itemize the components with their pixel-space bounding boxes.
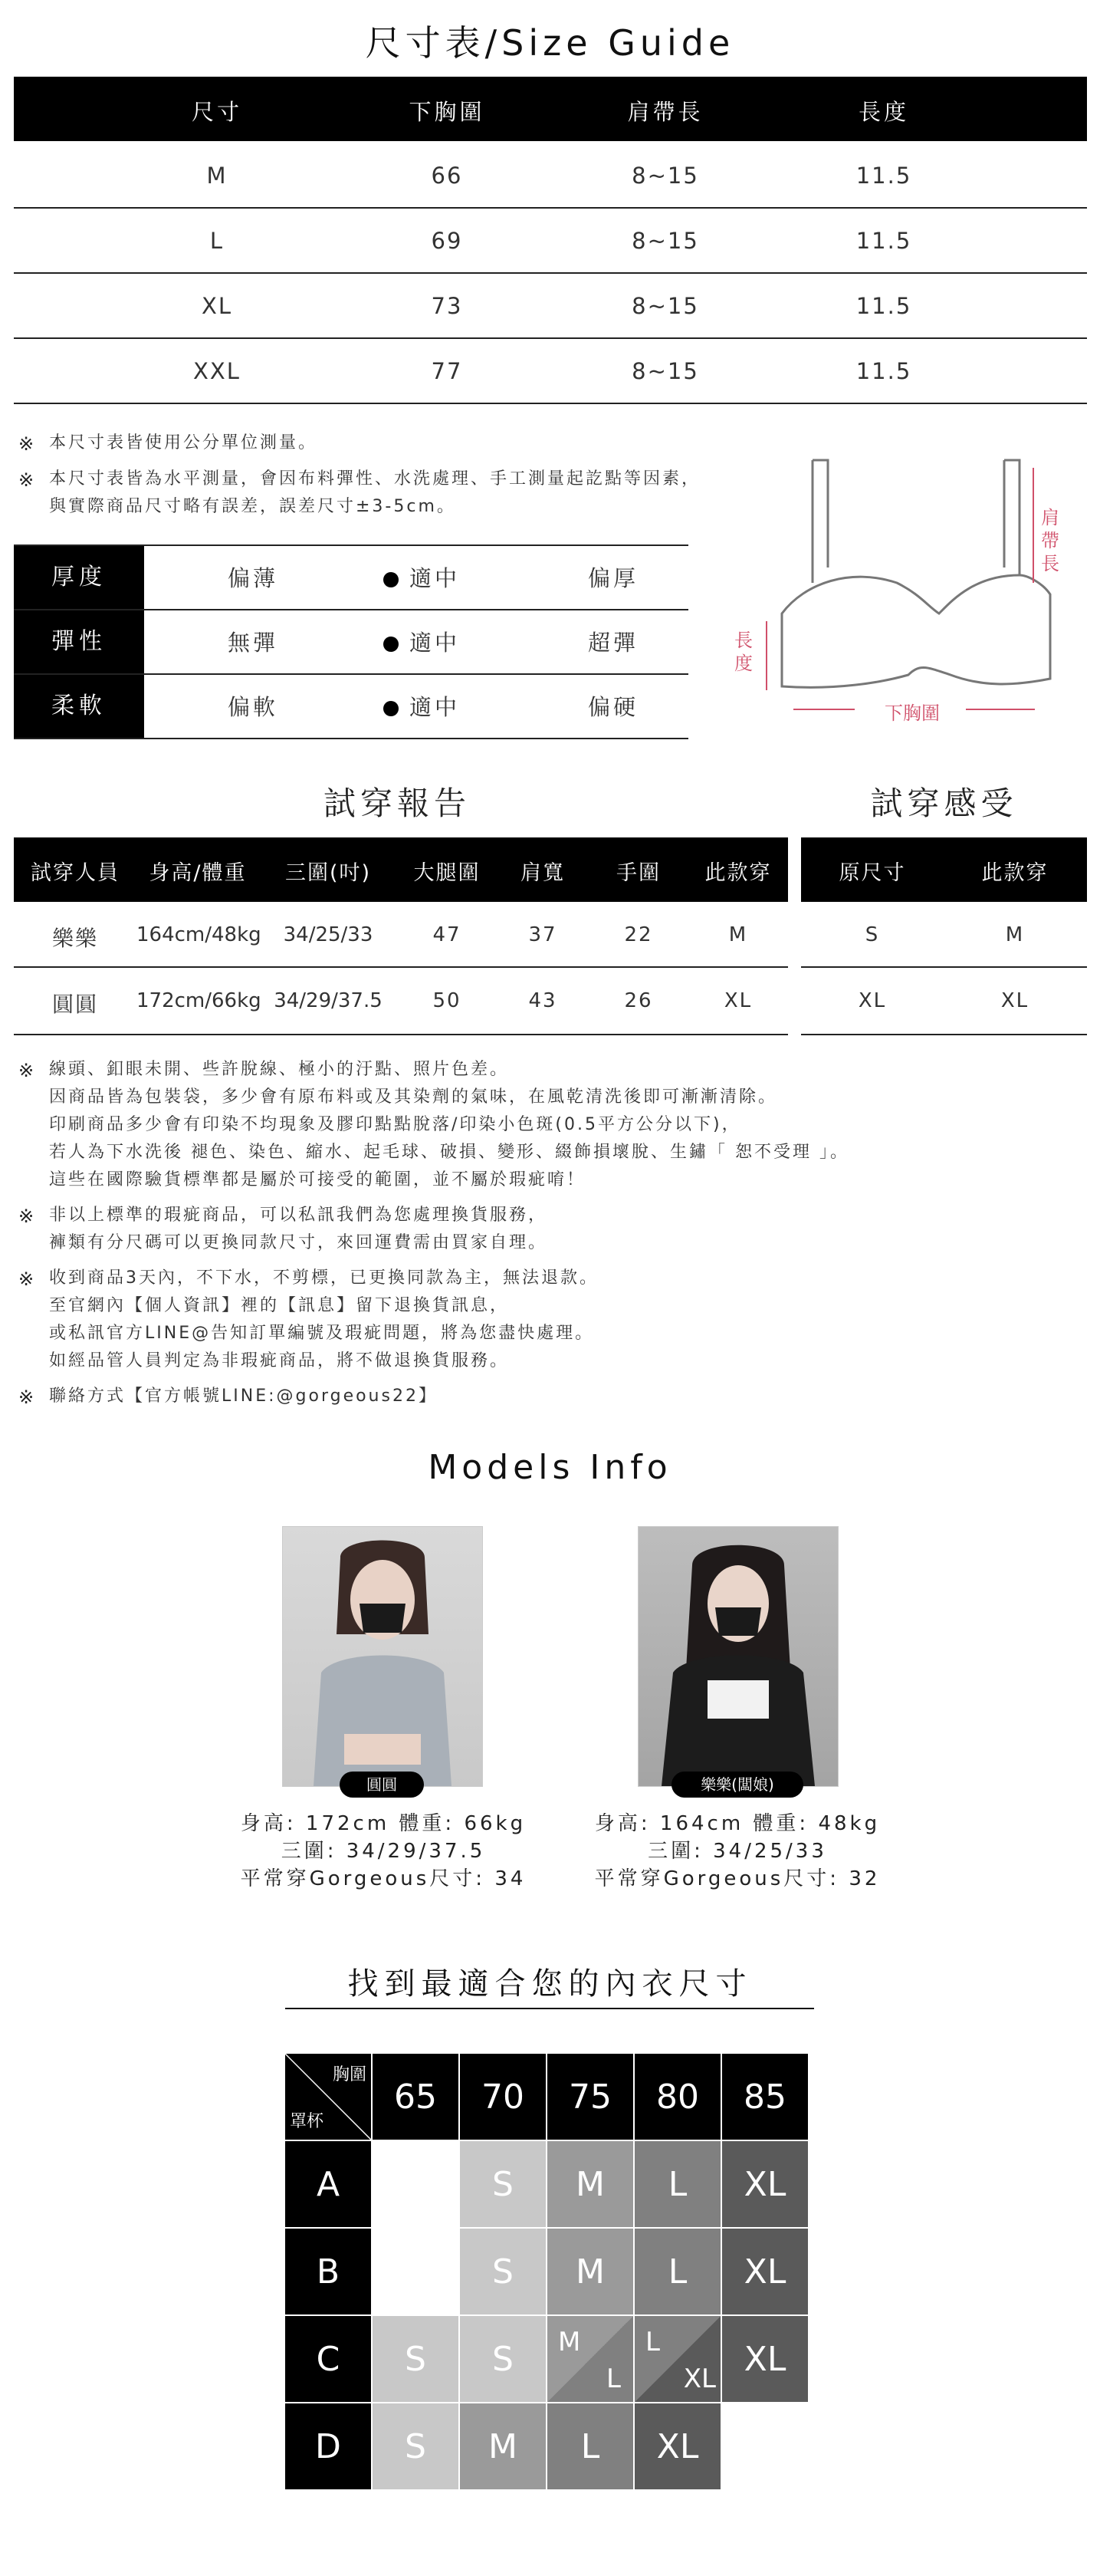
grid-cell: M — [460, 2403, 546, 2489]
bra-outline-icon — [721, 452, 1081, 729]
length-label: 長度 — [734, 630, 753, 674]
table-cell: 47 — [432, 923, 461, 946]
grid-cell-split — [635, 2316, 721, 2402]
size-note: 與實際商品尺寸略有誤差，誤差尺寸±3-5cm。 — [49, 497, 456, 516]
notice-line: 這些在國際驗貨標準都是屬於可接受的範圍，並不屬於瑕疵唷！ — [49, 1170, 586, 1189]
table-cell: S — [865, 923, 880, 946]
row-divider — [14, 272, 1087, 274]
row-divider — [801, 966, 1087, 968]
attr-option: 偏硬 — [587, 694, 639, 720]
notice-line: 如經品管人員判定為非瑕疵商品，將不做退換貨服務。 — [49, 1351, 510, 1370]
row-divider — [801, 1034, 1087, 1035]
table-cell: 11.5 — [855, 358, 912, 384]
table-cell: 34/25/33 — [283, 923, 373, 946]
header-height-weight: 身高/體重 — [149, 861, 247, 885]
header-size: 尺寸 — [191, 99, 242, 125]
header-this-style: 此款穿 — [981, 861, 1049, 885]
model-stat: 平常穿Gorgeous尺寸: 34 — [240, 1867, 527, 1890]
attr-option: 偏厚 — [587, 565, 639, 591]
grid-cell-split — [547, 2316, 633, 2402]
header-thigh: 大腿圍 — [413, 861, 481, 885]
header-length: 長度 — [858, 99, 909, 125]
corner-label-bust: 胸圍 — [332, 2065, 366, 2084]
attr-label-elasticity: 彈性 — [14, 610, 144, 673]
notice-line: 褲類有分尺碼可以更換同款尺寸，來回運費需由買家自理。 — [49, 1233, 548, 1252]
model-photo-2 — [638, 1526, 839, 1787]
header-original-size: 原尺寸 — [839, 861, 906, 885]
table-cell: M — [1005, 923, 1025, 946]
model-info-1 — [192, 1810, 575, 1893]
bra-diagram — [721, 452, 1081, 729]
grid-cell: S — [373, 2316, 458, 2402]
notice-line: 印刷商品多少會有印染不均現象及膠印點點脫落/印染小色斑(0.5平方公分以下)， — [49, 1115, 741, 1134]
row-divider — [14, 738, 688, 739]
table-cell: 43 — [528, 989, 557, 1012]
grid-row-header: B — [285, 2229, 371, 2314]
row-divider — [14, 1034, 788, 1035]
grid-cell-empty — [373, 2141, 458, 2227]
table-cell: 11.5 — [855, 163, 912, 189]
grid-col-header: 65 — [373, 2054, 458, 2140]
size-guide-title: 尺寸表/Size Guide — [365, 22, 735, 64]
table-cell: 164cm/48kg — [136, 923, 261, 946]
grid-cell: S — [373, 2403, 458, 2489]
note-mark: ※ — [18, 433, 34, 455]
grid-col-header: 75 — [547, 2054, 633, 2140]
bra-size-grid — [285, 2054, 814, 2491]
notice-line: 或私訊官方LINE@告知訂單編號及瑕疵問題，將為您盡快處理。 — [49, 1324, 595, 1343]
table-cell: 34/29/37.5 — [274, 989, 383, 1012]
size-note: 本尺寸表皆為水平測量，會因布料彈性、水洗處理、手工測量起訖點等因素， — [49, 469, 701, 489]
row-divider — [14, 337, 1087, 339]
row-divider — [14, 207, 1087, 209]
grid-cell: S — [460, 2229, 546, 2314]
grid-cell: XL — [722, 2316, 808, 2402]
table-cell: 11.5 — [855, 228, 912, 254]
header-strap: 肩帶長 — [627, 99, 704, 125]
grid-cell: XL — [722, 2141, 808, 2227]
table-cell: 8~15 — [632, 228, 699, 254]
attr-option-selected: 適中 — [337, 626, 506, 657]
grid-col-header: 70 — [460, 2054, 546, 2140]
table-cell: 50 — [432, 989, 461, 1012]
grid-cell: L — [635, 2141, 721, 2227]
strap-length-label: 肩帶長 — [1041, 507, 1059, 574]
table-cell: 8~15 — [632, 358, 699, 384]
notice-line: 收到商品3天內，不下水，不剪標，已更換同款為主，無法退款。 — [49, 1268, 599, 1288]
model-figure-icon — [639, 1527, 838, 1786]
row-divider — [14, 403, 1087, 404]
table-cell: 37 — [528, 923, 557, 946]
attr-option-selected: 適中 — [337, 561, 506, 593]
header-shoulder: 肩寬 — [520, 861, 565, 885]
model-stat: 三圍: 34/25/33 — [648, 1840, 827, 1863]
attr-option: 超彈 — [587, 630, 639, 656]
grid-cell: M — [547, 2141, 633, 2227]
split-lower: XL — [683, 2364, 716, 2394]
fitting-report-header — [14, 837, 788, 902]
table-cell: XL — [1000, 989, 1029, 1012]
table-cell: XL — [724, 989, 753, 1012]
grid-corner — [285, 2054, 371, 2140]
attr-label-thickness: 厚度 — [14, 546, 144, 609]
model-photo-1 — [282, 1526, 483, 1787]
header-tester: 試穿人員 — [31, 861, 120, 885]
header-underbust: 下胸圍 — [409, 99, 485, 125]
table-cell: XL — [201, 293, 233, 319]
model-name-tag: 圓圓 — [340, 1772, 424, 1798]
table-cell: L — [209, 228, 225, 254]
size-table-header — [14, 77, 1087, 141]
grid-col-header: 80 — [635, 2054, 721, 2140]
selected-dot-icon — [383, 572, 399, 587]
note-mark: ※ — [18, 469, 34, 491]
attr-label-softness: 柔軟 — [14, 675, 144, 738]
notice-line: 因商品皆為包裝袋，多少會有原布料或及其染劑的氣味，在風乾清洗後即可漸漸清除。 — [49, 1087, 778, 1107]
grid-cell: L — [635, 2229, 721, 2314]
bra-chart-title: 找到最適合您的內衣尺寸 — [347, 1966, 753, 2002]
table-cell: 8~15 — [632, 163, 699, 189]
row-divider — [14, 966, 788, 968]
model-figure-icon — [283, 1527, 482, 1786]
model-stat: 三圍: 34/29/37.5 — [281, 1840, 486, 1863]
grid-row-header: A — [285, 2141, 371, 2227]
split-upper: L — [645, 2327, 660, 2357]
underbust-label: 下胸圍 — [885, 702, 940, 724]
attr-option: 偏薄 — [227, 565, 278, 591]
table-cell: 66 — [431, 163, 463, 189]
notice-line: 若人為下水洗後 褪色、染色、縮水、起毛球、破損、變形、綴飾損壞脫、生鏽「 恕不受理 」。 — [49, 1143, 849, 1162]
table-cell: 73 — [431, 293, 463, 319]
grid-cell: XL — [722, 2229, 808, 2314]
grid-cell: S — [460, 2316, 546, 2402]
table-cell: 22 — [624, 923, 653, 946]
table-cell: 圓圓 — [51, 992, 98, 1017]
table-cell: XL — [858, 989, 887, 1012]
table-cell: M — [728, 923, 748, 946]
grid-cell-empty — [373, 2229, 458, 2314]
grid-row-header: D — [285, 2403, 371, 2489]
table-cell: 26 — [624, 989, 653, 1012]
notice-line: 聯絡方式【官方帳號LINE:@gorgeous22】 — [49, 1387, 438, 1406]
note-mark: ※ — [18, 1206, 34, 1227]
notice-line: 線頭、釦眼未開、些許脫線、極小的汙點、照片色差。 — [49, 1060, 510, 1079]
attr-option: 無彈 — [227, 630, 278, 656]
fitting-feel-header — [801, 837, 1087, 902]
fitting-feel-title: 試穿感受 — [870, 785, 1018, 822]
model-name-tag: 樂樂(闆娘) — [671, 1772, 803, 1798]
selected-dot-icon — [383, 637, 399, 652]
grid-cell: L — [547, 2403, 633, 2489]
table-cell: 69 — [431, 228, 463, 254]
grid-cell: M — [547, 2229, 633, 2314]
grid-row-header: C — [285, 2316, 371, 2402]
model-stat: 身高: 172cm 體重: 66kg — [240, 1812, 527, 1835]
header-arm: 手圍 — [616, 861, 661, 885]
grid-cell: S — [460, 2141, 546, 2227]
model-stat: 身高: 164cm 體重: 48kg — [594, 1812, 881, 1835]
grid-cell: XL — [635, 2403, 721, 2489]
table-cell: 172cm/66kg — [136, 989, 261, 1012]
table-cell: M — [206, 163, 228, 189]
notice-line: 至官網內【個人資訊】裡的【訊息】留下退換貨訊息， — [49, 1296, 510, 1315]
fitting-report-title: 試穿報告 — [323, 785, 471, 822]
grid-col-header: 85 — [722, 2054, 808, 2140]
selected-dot-icon — [383, 701, 399, 716]
model-info-2 — [546, 1810, 929, 1893]
note-mark: ※ — [18, 1387, 34, 1408]
header-wears: 此款穿 — [704, 861, 772, 885]
size-note: 本尺寸表皆使用公分單位測量。 — [49, 433, 318, 452]
table-cell: 樂樂 — [51, 926, 98, 951]
attr-option: 偏軟 — [227, 694, 278, 720]
table-cell: 77 — [431, 358, 463, 384]
corner-label-cup: 罩杯 — [290, 2112, 324, 2131]
note-mark: ※ — [18, 1268, 34, 1290]
split-lower: L — [606, 2364, 621, 2394]
table-cell: 11.5 — [855, 293, 912, 319]
attr-option-selected: 適中 — [337, 690, 506, 722]
models-info-title: Models Info — [428, 1448, 672, 1487]
table-cell: 8~15 — [632, 293, 699, 319]
note-mark: ※ — [18, 1060, 34, 1081]
header-measurements: 三圍(吋) — [284, 861, 372, 885]
table-cell: XXL — [193, 358, 241, 384]
title-underline — [285, 2008, 814, 2009]
notice-line: 非以上標準的瑕疵商品，可以私訊我們為您處理換貨服務， — [49, 1206, 548, 1225]
model-stat: 平常穿Gorgeous尺寸: 32 — [594, 1867, 881, 1890]
split-upper: M — [558, 2327, 581, 2357]
